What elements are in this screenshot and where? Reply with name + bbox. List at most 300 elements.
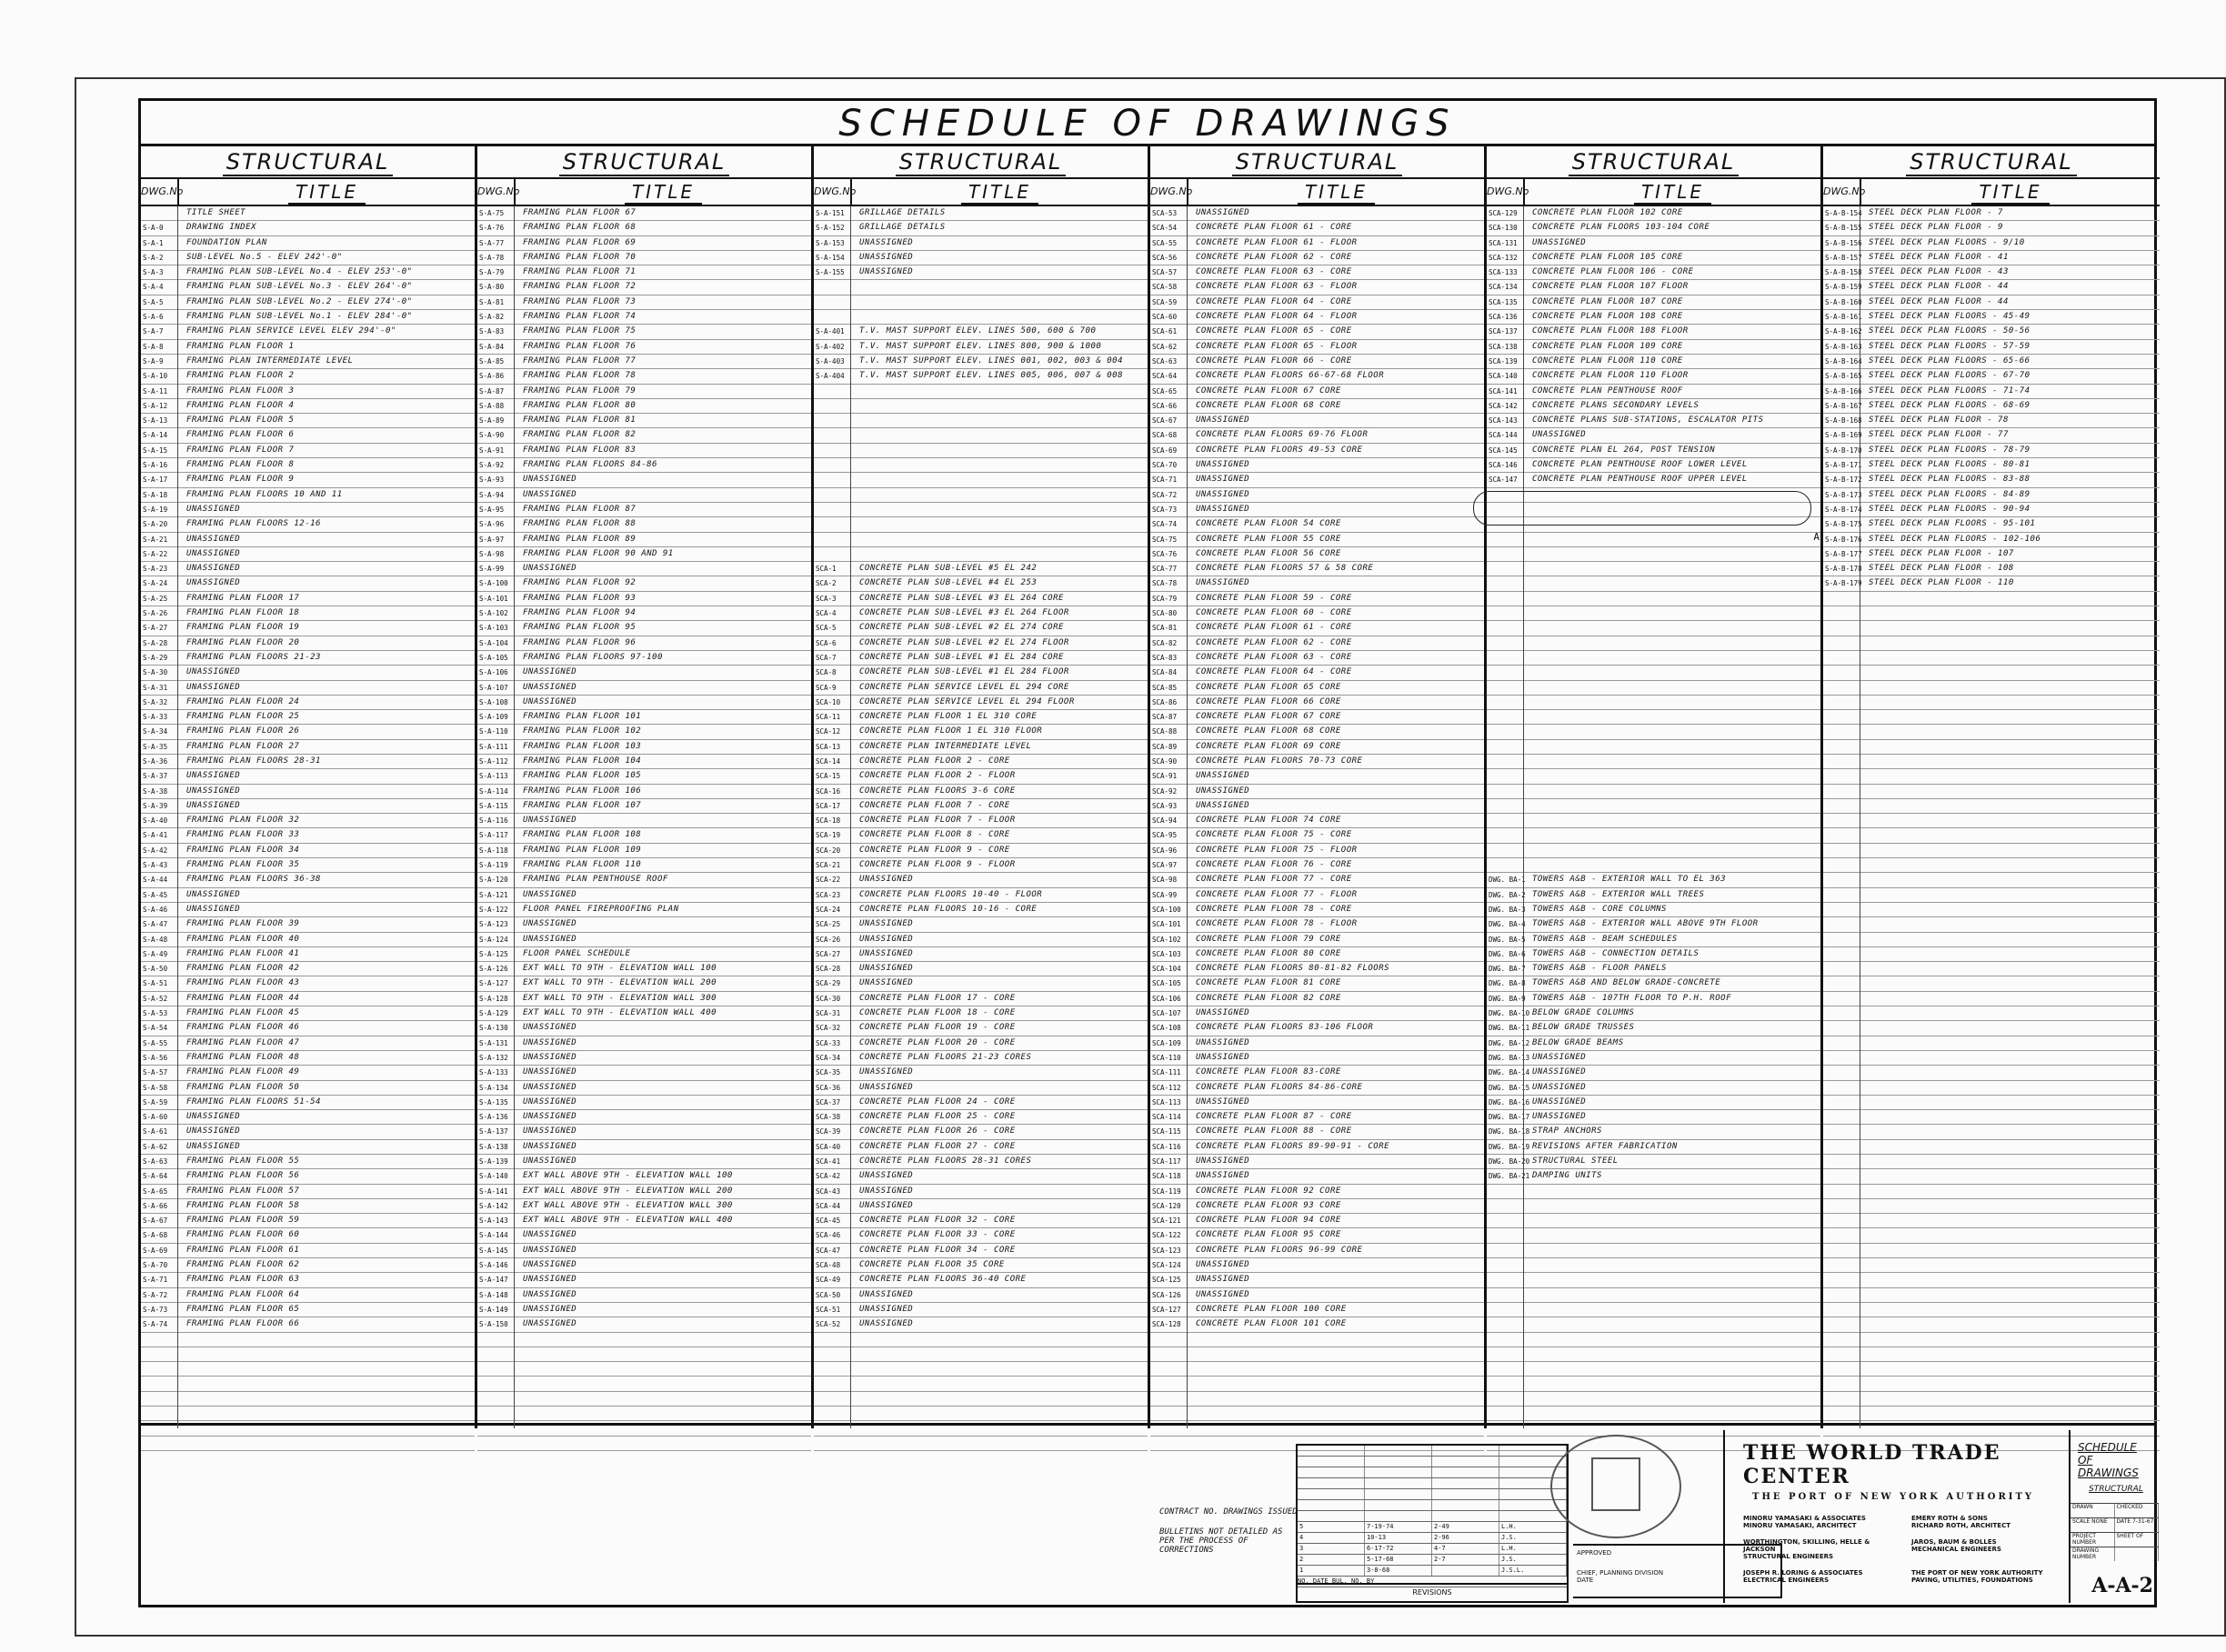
drawing-number-cell: S-A-139 xyxy=(479,1157,508,1166)
drawing-number-cell xyxy=(1823,740,1860,754)
drawing-title-cell: UNASSIGNED xyxy=(523,682,577,692)
drawing-title-cell: FRAMING PLAN FLOORS 12-16 xyxy=(186,519,321,529)
revision-row xyxy=(1298,1544,1567,1555)
table-row xyxy=(141,325,475,339)
drawing-title-cell: CONCRETE PLAN FLOOR 108 CORE xyxy=(1532,312,1683,322)
schedule-frame xyxy=(138,98,2157,1426)
drawing-title-cell xyxy=(850,414,1148,427)
drawing-title-cell: STEEL DECK PLAN FLOOR - 7 xyxy=(1869,208,2003,217)
table-row xyxy=(814,1110,1148,1125)
column-subheading xyxy=(141,179,475,206)
drawing-number-cell: S-A-59 xyxy=(143,1097,168,1106)
drawing-title-cell: CONCRETE PLAN SERVICE LEVEL EL 294 CORE xyxy=(859,682,1069,692)
table-row xyxy=(141,1258,475,1273)
drawing-title-cell xyxy=(1523,1244,1820,1257)
drawing-title-cell: UNASSIGNED xyxy=(859,1186,914,1196)
drawing-title-cell: CONCRETE PLAN FLOORS 57 & 58 CORE xyxy=(1196,564,1374,574)
table-row xyxy=(141,976,475,991)
table-row xyxy=(141,503,475,517)
table-row xyxy=(814,1096,1148,1110)
revision-cell: 10-13 xyxy=(1365,1533,1432,1543)
drawing-title-cell: STEEL DECK PLAN FLOORS - 102-106 xyxy=(1869,534,2041,544)
drawing-title-cell: CONCRETE PLAN FLOOR 18 - CORE xyxy=(859,1008,1016,1018)
drawing-number-cell: SCA-50 xyxy=(816,1290,841,1299)
drawing-number-cell xyxy=(1823,651,1860,665)
drawing-title-cell xyxy=(1860,1214,2160,1227)
drawing-title-cell: UNASSIGNED xyxy=(523,667,577,677)
table-row xyxy=(141,1081,475,1096)
drawing-number-cell: S-A-11 xyxy=(143,386,168,395)
revision-cell: 4-7 xyxy=(1432,1544,1499,1554)
table-row xyxy=(814,1303,1148,1317)
drawing-title-cell: FRAMING PLAN FLOOR 80 xyxy=(523,400,637,410)
drawing-title-cell: CONCRETE PLAN FLOOR 69 CORE xyxy=(1196,741,1341,751)
drawing-number-cell xyxy=(1487,1185,1523,1198)
drawing-title-cell xyxy=(1860,1110,2160,1124)
table-row xyxy=(814,666,1148,680)
table-row xyxy=(814,458,1148,473)
table-row xyxy=(814,503,1148,517)
drawing-number-cell xyxy=(814,280,850,294)
drawing-title-cell: STEEL DECK PLAN FLOORS - 57-59 xyxy=(1869,341,2030,351)
drawing-number-cell: DWG. BA-21 xyxy=(1489,1172,1530,1181)
firm-role: MINORU YAMASAKI, ARCHITECT xyxy=(1743,1522,1857,1529)
table-row xyxy=(1823,903,2160,917)
drawing-number-cell: S-A-67 xyxy=(143,1216,168,1226)
drawing-number-cell xyxy=(1487,1244,1523,1257)
drawing-number-cell: DWG. BA-14 xyxy=(1489,1068,1530,1077)
drawing-title-cell xyxy=(1523,681,1820,695)
table-row xyxy=(1487,1362,1820,1377)
drawing-title-cell: STEEL DECK PLAN FLOORS - 80-81 xyxy=(1869,460,2030,470)
drawing-number-cell: DWG. BA-10 xyxy=(1489,1009,1530,1018)
drawing-number-cell xyxy=(814,295,850,309)
drawing-title-cell: GRILLAGE DETAILS xyxy=(859,208,946,217)
table-row xyxy=(141,533,475,547)
drawing-title-cell: CONCRETE PLAN FLOOR 77 - FLOOR xyxy=(1196,889,1358,899)
table-row xyxy=(1150,1377,1484,1391)
table-row xyxy=(1487,740,1820,755)
table-row xyxy=(1150,1228,1484,1243)
drawing-title-cell xyxy=(850,428,1148,442)
table-row xyxy=(1150,621,1484,636)
table-row xyxy=(1487,1140,1820,1155)
table-row xyxy=(1150,251,1484,265)
drawing-title-cell: FRAMING PLAN FLOOR 56 xyxy=(186,1171,300,1181)
table-row xyxy=(814,1140,1148,1155)
table-row xyxy=(477,1244,811,1258)
drawing-number-cell: S-A-129 xyxy=(479,1009,508,1018)
table-row xyxy=(1823,1036,2160,1051)
drawing-title-cell: FRAMING PLAN FLOOR 60 xyxy=(186,1230,300,1240)
table-row xyxy=(477,444,811,458)
sheet-field: DATE 7-31-67 xyxy=(2115,1518,2160,1532)
table-row xyxy=(141,606,475,621)
drawing-title-cell: FRAMING PLAN FLOOR 57 xyxy=(186,1186,300,1196)
table-row xyxy=(477,725,811,739)
table-row xyxy=(141,933,475,947)
table-row xyxy=(1150,369,1484,384)
title-header-label: TITLE xyxy=(1298,181,1375,205)
drawing-number-cell: SCA-93 xyxy=(1152,801,1178,810)
drawing-title-cell: CONCRETE PLAN FLOOR 63 - FLOOR xyxy=(1196,282,1358,292)
drawing-title-cell xyxy=(1860,1258,2160,1272)
table-row xyxy=(814,858,1148,873)
column-heading-label: STRUCTURAL xyxy=(896,149,1067,176)
drawing-title-cell: STRUCTURAL STEEL xyxy=(1532,1156,1619,1166)
table-row xyxy=(141,947,475,962)
table-row xyxy=(1823,1081,2160,1096)
table-row xyxy=(1487,1258,1820,1273)
table-row xyxy=(1823,1140,2160,1155)
drawing-number-cell xyxy=(1487,1303,1523,1317)
firm-entry xyxy=(1911,1569,2069,1584)
drawing-number-cell: S-A-B-175 xyxy=(1825,520,1862,529)
table-row xyxy=(1150,1288,1484,1303)
drawing-number-cell: SCA-16 xyxy=(816,786,841,796)
drawing-title-cell: UNASSIGNED xyxy=(186,534,241,544)
drawing-title-cell: UNASSIGNED xyxy=(523,1289,577,1299)
drawing-title-cell: CONCRETE PLAN FLOOR 7 - CORE xyxy=(859,800,1010,810)
table-row xyxy=(477,369,811,384)
table-row xyxy=(477,903,811,917)
drawing-title-cell: EXT WALL TO 9TH - ELEVATION WALL 200 xyxy=(523,978,717,988)
drawing-number-cell: SCA-143 xyxy=(1489,416,1518,426)
column-heading-label: STRUCTURAL xyxy=(559,149,730,176)
drawing-title-cell xyxy=(1187,1333,1484,1347)
drawing-title-cell: CONCRETE PLAN FLOOR 88 - CORE xyxy=(1196,1126,1352,1136)
drawing-number-cell: S-A-B-168 xyxy=(1825,416,1862,426)
table-row xyxy=(1487,1096,1820,1110)
drawing-title-cell: CONCRETE PLAN SUB-LEVEL #4 EL 253 xyxy=(859,578,1038,588)
table-row xyxy=(814,473,1148,487)
revision-cell: 3-8-68 xyxy=(1365,1566,1432,1576)
drawing-title-cell: EXT WALL ABOVE 9TH - ELEVATION WALL 300 xyxy=(523,1200,733,1210)
drawing-number-cell xyxy=(814,414,850,427)
table-row xyxy=(141,962,475,976)
table-row xyxy=(1487,1051,1820,1066)
drawing-number-cell: SCA-30 xyxy=(816,994,841,1003)
drawing-number-cell: S-A-95 xyxy=(479,505,505,514)
drawing-title-cell: TOWERS A&B - EXTERIOR WALL TREES xyxy=(1532,889,1705,899)
drawing-number-cell: DWG. BA-16 xyxy=(1489,1097,1530,1106)
drawing-number-cell: SCA-76 xyxy=(1152,549,1178,558)
drawing-number-cell: S-A-126 xyxy=(479,965,508,974)
drawing-title-cell: CONCRETE PLAN FLOOR 61 - CORE xyxy=(1196,223,1352,233)
drawing-number-cell xyxy=(1487,1407,1523,1420)
table-row xyxy=(477,1214,811,1228)
drawing-title-cell xyxy=(1860,1392,2160,1406)
table-row xyxy=(141,1125,475,1139)
drawing-title-cell: UNASSIGNED xyxy=(1196,1008,1250,1018)
drawing-title-cell xyxy=(177,1377,475,1390)
drawing-title-cell: UNASSIGNED xyxy=(859,1289,914,1299)
drawing-title-cell: FRAMING PLAN FLOOR 45 xyxy=(186,1008,300,1018)
table-row xyxy=(1487,325,1820,339)
drawing-title-cell: CONCRETE PLAN FLOOR 62 - CORE xyxy=(1196,252,1352,262)
drawing-number-cell xyxy=(1823,1199,1860,1213)
table-row xyxy=(814,1006,1148,1021)
drawing-title-cell xyxy=(850,444,1148,457)
table-row xyxy=(814,533,1148,547)
drawing-number-cell: S-A-121 xyxy=(479,890,508,899)
table-row xyxy=(141,1006,475,1021)
drawing-number-cell: S-A-36 xyxy=(143,756,168,766)
revision-row xyxy=(1298,1522,1567,1533)
table-row xyxy=(477,1185,811,1199)
drawing-number-cell: S-A-136 xyxy=(479,1113,508,1122)
drawing-title-cell xyxy=(1523,814,1820,827)
drawing-number-cell xyxy=(814,399,850,413)
table-row xyxy=(1823,488,2160,503)
drawing-title-cell xyxy=(1523,1199,1820,1213)
drawing-title-cell: TOWERS A&B - CORE COLUMNS xyxy=(1532,904,1667,914)
drawing-title-cell: CONCRETE PLAN FLOOR 65 CORE xyxy=(1196,682,1341,692)
table-row xyxy=(477,325,811,339)
drawing-title-cell: FRAMING PLAN FLOOR 8 xyxy=(186,460,295,470)
drawing-title-cell xyxy=(1523,696,1820,709)
drawing-title-cell: CONCRETE PLAN FLOOR 107 CORE xyxy=(1532,296,1683,306)
drawing-number-cell: S-A-56 xyxy=(143,1053,168,1062)
table-row xyxy=(1150,917,1484,932)
table-row xyxy=(1150,399,1484,414)
drawing-number-cell xyxy=(814,488,850,502)
table-row xyxy=(1150,206,1484,221)
table-row xyxy=(1823,562,2160,576)
drawing-title-cell: CONCRETE PLAN FLOORS 83-106 FLOOR xyxy=(1196,1023,1374,1033)
drawing-number-cell: SCA-105 xyxy=(1152,979,1181,988)
table-row xyxy=(1150,1303,1484,1317)
drawing-number-cell: S-A-43 xyxy=(143,861,168,870)
drawing-number-cell xyxy=(1823,1333,1860,1347)
revision-cell: 5-17-68 xyxy=(1365,1555,1432,1565)
drawing-number-cell: SCA-90 xyxy=(1152,756,1178,766)
drawing-title-cell: CONCRETE PLAN FLOOR 61 - FLOOR xyxy=(1196,237,1358,247)
drawing-title-cell: CONCRETE PLAN FLOOR 95 CORE xyxy=(1196,1230,1341,1240)
drawing-title-cell: STEEL DECK PLAN FLOOR - 9 xyxy=(1869,223,2003,233)
drawing-title-cell xyxy=(850,1362,1148,1376)
drawing-number-cell: S-A-B-161 xyxy=(1825,313,1862,322)
drawing-title-cell: FRAMING PLAN FLOOR 101 xyxy=(523,712,642,722)
drawing-number-cell: S-A-68 xyxy=(143,1231,168,1240)
table-row xyxy=(1487,858,1820,873)
drawing-number-cell: S-A-B-154 xyxy=(1825,209,1862,217)
drawing-title-cell: FRAMING PLAN FLOOR 79 xyxy=(523,385,637,395)
drawing-title-cell: CONCRETE PLAN SUB-LEVEL #3 EL 264 FLOOR xyxy=(859,608,1069,618)
drawing-number-cell xyxy=(1487,844,1523,857)
drawing-number-cell: S-A-32 xyxy=(143,697,168,706)
revision-cell xyxy=(1499,1511,1567,1521)
drawing-title-cell: CONCRETE PLAN FLOOR 35 CORE xyxy=(859,1260,1005,1270)
column-subheading xyxy=(1487,179,1820,206)
table-row xyxy=(1823,814,2160,828)
drawing-title-cell: T.V. MAST SUPPORT ELEV. LINES 800, 900 & 1000 xyxy=(859,341,1102,351)
drawing-title-cell: TOWERS A&B - EXTERIOR WALL ABOVE 9TH FLOOR xyxy=(1532,919,1759,929)
table-row xyxy=(814,976,1148,991)
drawing-title-cell: UNASSIGNED xyxy=(523,1037,577,1047)
revision-row xyxy=(1298,1446,1567,1457)
table-row xyxy=(1150,1140,1484,1155)
drawing-title-cell: CONCRETE PLAN FLOOR 109 CORE xyxy=(1532,341,1683,351)
drawing-number-cell: SCA-31 xyxy=(816,1009,841,1018)
table-row xyxy=(1487,1110,1820,1125)
drawing-number-cell: S-A-80 xyxy=(479,283,505,292)
schedule-column xyxy=(1823,146,2160,1428)
drawing-number-cell: SCA-129 xyxy=(1489,209,1518,217)
table-row xyxy=(141,1066,475,1080)
table-row xyxy=(814,755,1148,769)
table-row xyxy=(1823,340,2160,355)
drawing-title-cell: FRAMING PLAN FLOOR 92 xyxy=(523,578,637,588)
drawing-number-cell: S-A-5 xyxy=(143,297,164,306)
column-subheading xyxy=(814,179,1148,206)
table-row xyxy=(1487,725,1820,739)
table-row xyxy=(141,1377,475,1391)
revision-cell: L.H. xyxy=(1499,1544,1567,1554)
drawing-number-cell: S-A-55 xyxy=(143,1038,168,1047)
table-row xyxy=(141,799,475,814)
table-row xyxy=(477,1066,811,1080)
drawing-title-cell: CONCRETE PLANS SUB-STATIONS, ESCALATOR PITS xyxy=(1532,416,1764,426)
drawing-title-cell: EXT WALL ABOVE 9TH - ELEVATION WALL 200 xyxy=(523,1186,733,1196)
drawing-title-cell: CONCRETE PLAN FLOOR 74 CORE xyxy=(1196,816,1341,826)
drawing-number-cell: DWG. BA-8 xyxy=(1489,979,1526,988)
drawing-title-cell: TOWERS A&B - 107TH FLOOR TO P.H. ROOF xyxy=(1532,993,1731,1003)
drawing-title-cell xyxy=(1860,696,2160,709)
drawing-number-cell xyxy=(814,428,850,442)
revision-cloud xyxy=(1473,491,1820,543)
drawing-title-cell: UNASSIGNED xyxy=(186,771,241,781)
drawing-title-cell: UNASSIGNED xyxy=(523,1096,577,1106)
table-row xyxy=(1823,917,2160,932)
drawing-number-cell xyxy=(477,1407,514,1420)
table-row xyxy=(814,1185,1148,1199)
drawing-number-cell: S-A-74 xyxy=(143,1320,168,1329)
drawing-title-cell: FRAMING PLAN FLOOR 83 xyxy=(523,445,637,455)
drawing-number-cell: S-A-69 xyxy=(143,1246,168,1255)
drawing-title-cell: UNASSIGNED xyxy=(186,564,241,574)
drawing-number-cell xyxy=(1823,621,1860,635)
drawing-title-cell: DAMPING UNITS xyxy=(1532,1171,1602,1181)
table-row xyxy=(814,206,1148,221)
drawing-number-cell xyxy=(1150,1333,1187,1347)
drawing-number-cell: SCA-114 xyxy=(1152,1113,1181,1122)
drawing-title-cell: UNASSIGNED xyxy=(1196,800,1250,810)
drawing-number-cell xyxy=(1823,1258,1860,1272)
drawing-title-cell: FRAMING PLAN FLOOR 74 xyxy=(523,312,637,322)
revision-cell: L.H. xyxy=(1499,1522,1567,1532)
drawing-title-cell xyxy=(1860,1288,2160,1302)
drawing-title-cell xyxy=(1523,740,1820,754)
dwg-number-header: DWG.No xyxy=(814,179,852,205)
drawing-title-cell: UNASSIGNED xyxy=(1196,1260,1250,1270)
revision-row xyxy=(1298,1500,1567,1511)
drawing-title-cell: CONCRETE PLAN FLOOR 75 - CORE xyxy=(1196,830,1352,840)
drawing-number-cell: SCA-79 xyxy=(1152,594,1178,603)
revision-cell: 2-7 xyxy=(1432,1555,1499,1565)
table-row xyxy=(1487,992,1820,1006)
drawing-number-cell: S-A-B-170 xyxy=(1825,446,1862,455)
table-row xyxy=(1823,947,2160,962)
drawing-title-cell: SUB-LEVEL No.5 - ELEV 242'-0" xyxy=(186,252,343,262)
drawing-title-cell: TOWERS A&B - BEAM SCHEDULES xyxy=(1532,934,1678,944)
table-row xyxy=(141,236,475,251)
table-row xyxy=(814,428,1148,443)
drawing-title-cell: FRAMING PLAN PENTHOUSE ROOF xyxy=(523,875,668,885)
drawing-number-cell xyxy=(1487,576,1523,590)
table-row xyxy=(1487,310,1820,325)
drawing-number-cell xyxy=(1823,1051,1860,1065)
table-row xyxy=(477,1125,811,1139)
table-row xyxy=(477,414,811,428)
table-row xyxy=(1487,814,1820,828)
drawing-number-cell: SCA-49 xyxy=(816,1276,841,1285)
drawing-number-cell: DWG. BA-2 xyxy=(1489,890,1526,899)
table-row xyxy=(1150,1185,1484,1199)
table-row xyxy=(141,1169,475,1184)
table-row xyxy=(141,1214,475,1228)
drawing-number-cell: SCA-88 xyxy=(1152,727,1178,736)
drawing-title-cell: FRAMING PLAN FLOOR 65 xyxy=(186,1304,300,1314)
drawing-number-cell: S-A-115 xyxy=(479,801,508,810)
revision-cell xyxy=(1298,1500,1365,1510)
title-header xyxy=(179,179,475,205)
drawing-title-cell: FLOOR PANEL SCHEDULE xyxy=(523,948,631,958)
revision-cell: 7-19-74 xyxy=(1365,1522,1432,1532)
table-row xyxy=(1150,976,1484,991)
approved-label: APPROVED xyxy=(1577,1549,1612,1557)
drawing-number-cell: S-A-63 xyxy=(143,1157,168,1166)
table-row xyxy=(1823,1006,2160,1021)
drawing-title-cell xyxy=(1860,636,2160,650)
table-row xyxy=(1487,962,1820,976)
drawing-number-cell xyxy=(1823,917,1860,931)
drawing-title-cell: UNASSIGNED xyxy=(1532,1052,1587,1062)
drawing-number-cell xyxy=(1823,606,1860,620)
drawing-title-cell: STEEL DECK PLAN FLOOR - 107 xyxy=(1869,548,2014,558)
drawing-title-cell xyxy=(850,533,1148,546)
table-row xyxy=(477,1288,811,1303)
drawing-title-cell: CONCRETE PLAN FLOOR 25 - CORE xyxy=(859,1112,1016,1122)
drawing-number-cell xyxy=(141,1407,177,1420)
table-row xyxy=(1150,1244,1484,1258)
table-row xyxy=(141,755,475,769)
drawing-title-cell xyxy=(1860,651,2160,665)
revision-cell xyxy=(1298,1478,1365,1488)
drawing-number-cell: S-A-110 xyxy=(479,727,508,736)
table-row xyxy=(1487,1347,1820,1362)
drawing-number-cell: SCA-44 xyxy=(816,1201,841,1210)
table-row xyxy=(1150,1273,1484,1287)
table-row xyxy=(1487,458,1820,473)
drawing-title-cell xyxy=(1860,1169,2160,1183)
drawing-number-cell: SCA-139 xyxy=(1489,356,1518,365)
revision-cell xyxy=(1432,1489,1499,1499)
column-heading xyxy=(814,146,1148,179)
table-row xyxy=(814,651,1148,666)
drawing-title-cell xyxy=(514,1333,811,1347)
drawing-title-cell xyxy=(1860,1006,2160,1020)
revision-cell xyxy=(1298,1467,1365,1477)
drawing-title-cell: CONCRETE PLAN SUB-LEVEL #1 EL 284 FLOOR xyxy=(859,667,1069,677)
drawing-number-cell: SCA-57 xyxy=(1152,268,1178,277)
drawing-number-cell: SCA-65 xyxy=(1152,386,1178,395)
drawing-number-cell xyxy=(1823,799,1860,813)
drawing-number-cell: SCA-5 xyxy=(816,624,837,633)
drawing-number-cell: SCA-103 xyxy=(1152,949,1181,958)
revision-row xyxy=(1298,1566,1567,1577)
table-row xyxy=(1150,1317,1484,1332)
